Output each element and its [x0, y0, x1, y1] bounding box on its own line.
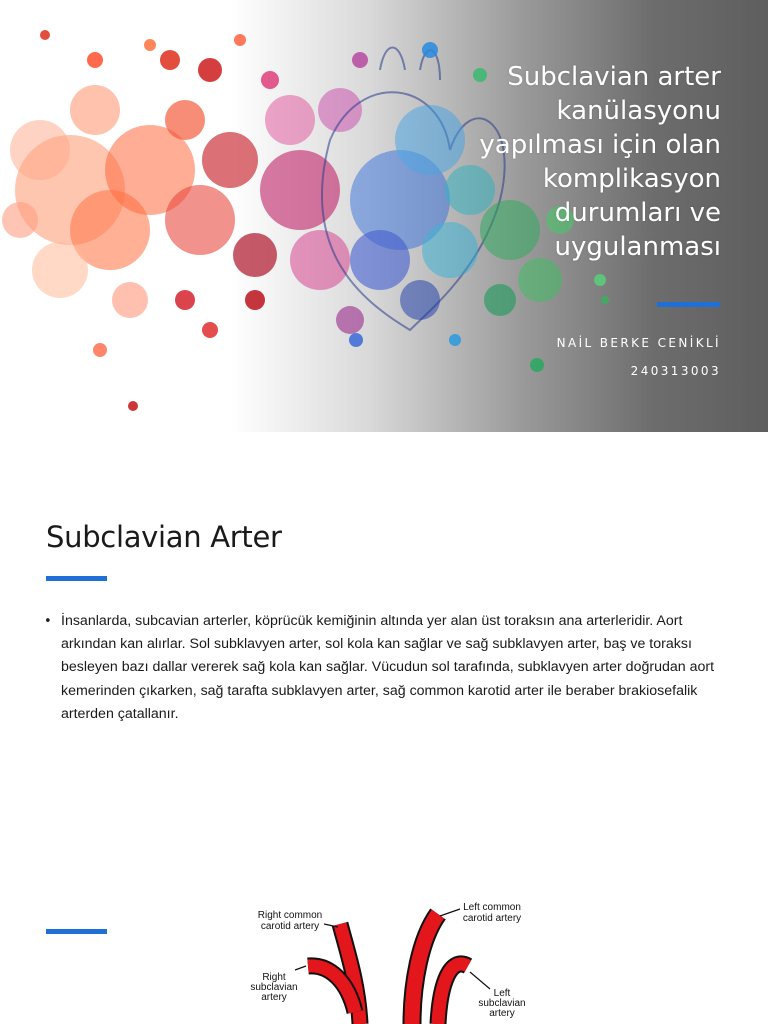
- heading-accent-bar: [46, 576, 107, 581]
- label-right-subclavian: Right: [262, 972, 286, 983]
- bullet-paragraph: İnsanlarda, subcavian arterler, köprücük kemiğinin altında yer alan üst toraksın ana arterleridir. Aort arkından kan alırlar. Sol subklavyen arter, sol kola kan sağlar ve sağ subklavyen arter, baş ve toraksı besleyen bazı dallar vererek sağ kola kan sağlar. Vücudun sol tarafında, subklavyen arter doğrudan aort kemerinden çıkarken, sağ tarafta subklavyen arter, sağ common karotid arter ile beraber brakiosefalik arterden çatallanır.: [61, 613, 715, 722]
- label-right-common-carotid-2: carotid artery: [260, 921, 320, 932]
- title-accent-bar: [657, 302, 720, 307]
- diagram-accent-bar: [46, 929, 107, 934]
- label-left-subclavian-2: subclavian: [478, 998, 526, 1009]
- label-left-common-carotid: Left common: [463, 902, 521, 913]
- label-left-subclavian-3: artery: [489, 1008, 515, 1019]
- subclavian-artery-diagram: [240, 894, 540, 1024]
- title-slide: [0, 0, 768, 432]
- presentation-title: Subclavian arter kanülasyonu yapılması için olan komplikasyon durumları ve uygulanması: [479, 62, 721, 262]
- slide-heading: Subclavian Arter: [46, 520, 282, 554]
- student-id: 240313003: [630, 364, 721, 378]
- label-left-common-carotid-2: carotid artery: [462, 913, 522, 924]
- content-slide: [0, 432, 768, 864]
- label-left-subclavian: Left: [493, 988, 511, 999]
- bullet-marker: •: [44, 614, 52, 629]
- author-name: NAİL BERKE CENİKLİ: [556, 336, 721, 350]
- diagram-slide: [0, 864, 768, 1024]
- label-right-common-carotid: Right common: [257, 910, 323, 921]
- label-right-subclavian-2: subclavian: [250, 982, 298, 993]
- label-right-subclavian-3: artery: [261, 992, 287, 1003]
